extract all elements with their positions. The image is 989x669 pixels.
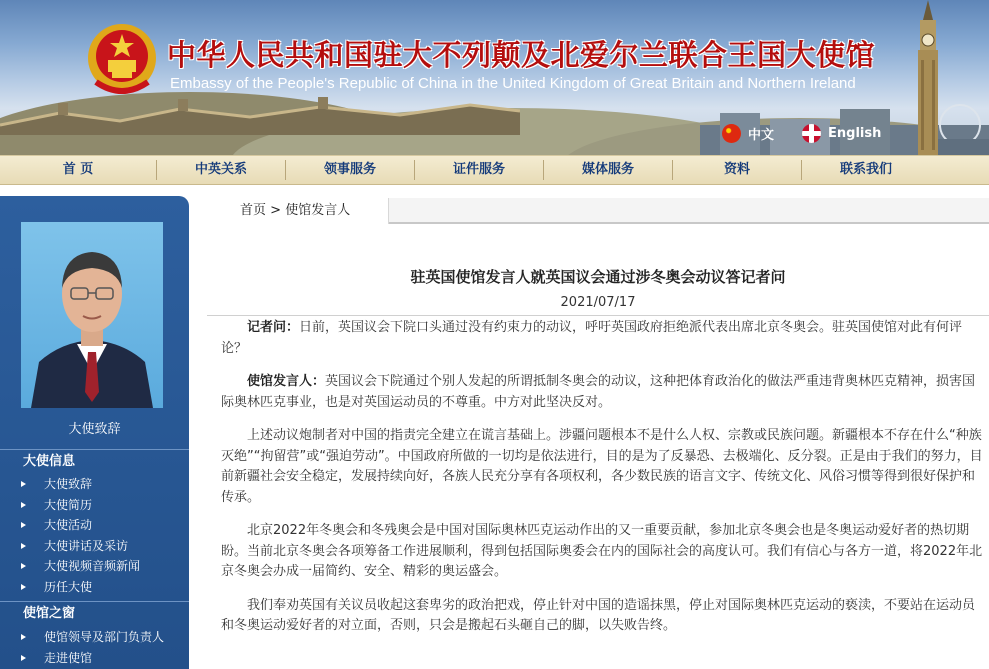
nav-item-home[interactable]: 首 页: [62, 162, 94, 177]
sidebar-item-embassy-leaders[interactable]: [0, 627, 189, 648]
nav-item-china-uk-relations[interactable]: 中英关系: [194, 162, 247, 177]
site-title-chinese: 中华人民共和国驻大不列颠及北爱尔兰联合王国大使馆: [167, 38, 876, 72]
national-emblem-icon: [86, 22, 158, 98]
triangle-right-icon: [21, 655, 26, 661]
sidebar-item-label: 大使讲话及采访: [44, 538, 129, 553]
sidebar-item-label: 走进使馆: [44, 650, 93, 665]
sidebar-list-embassy: [0, 627, 189, 668]
sidebar-item-inside-embassy[interactable]: [0, 648, 189, 669]
sidebar-item-label: 大使致辞: [44, 477, 93, 491]
great-wall-illustration: [0, 95, 520, 135]
breadcrumb-tab: [207, 198, 389, 224]
sidebar-section-ambassador-info: 大使信息: [0, 449, 189, 473]
sidebar-item-label: 大使简历: [44, 497, 93, 512]
nav-item-consular-services[interactable]: 领事服务: [323, 162, 376, 177]
header-banner: [0, 0, 989, 155]
nav-item-contact-us[interactable]: 联系我们: [839, 162, 892, 177]
sidebar-item-label: 大使活动: [44, 518, 93, 533]
language-label-english[interactable]: English: [828, 126, 882, 141]
site-title-english: Embassy of the People's Republic of China in the United Kingdom of Great Britain and Northern Ireland: [170, 75, 856, 92]
article-body: [221, 318, 983, 650]
nav-item-resources[interactable]: 资料: [723, 162, 750, 177]
sidebar-item-video-audio-news[interactable]: [0, 556, 189, 577]
language-switch-chinese[interactable]: [722, 124, 774, 143]
sidebar-item-label: 大使视频音频新闻: [44, 559, 141, 574]
divider: [207, 315, 989, 316]
question-label: 记者问：: [247, 320, 300, 335]
sidebar-item-speeches-interviews[interactable]: [0, 536, 189, 557]
breadcrumb-link-home[interactable]: 首页: [240, 203, 267, 218]
ambassador-caption[interactable]: 大使致辞: [68, 422, 121, 437]
article-paragraph: [221, 372, 983, 413]
question-text: 日前，英国议会下院口头通过没有约束力的动议，呼吁英国政府拒绝派代表出席北京冬奥会。驻英国使馆对此有何评论？: [221, 320, 963, 356]
article-paragraph: 北京2022年冬奥会和冬残奥会是中国对国际奥林匹克运动作出的又一重要贡献，参加北京冬奥会也是冬奥运动爱好者的热切期盼。当前北京冬奥会各项筹备工作进展顺利，得到包括国际奥委会在内的国际社会的高度认可。我们有信心与各方一道，将2022年北京冬奥会办成一届简约、安全、精彩的奥运盛会。: [221, 523, 983, 579]
nav-item-media-services[interactable]: 媒体服务: [581, 162, 634, 177]
triangle-right-icon: [21, 481, 26, 487]
answer-label: 使馆发言人：: [247, 374, 326, 389]
article-title: 驻英国使馆发言人就英国议会通过涉冬奥会动议答记者问: [410, 268, 786, 286]
sidebar-item-ambassador-speech[interactable]: [0, 474, 189, 495]
triangle-right-icon: [21, 584, 26, 590]
language-switch-english[interactable]: [802, 124, 881, 143]
big-ben-illustration: [905, 0, 951, 155]
sidebar-list-ambassador: [0, 474, 189, 598]
answer-text: 英国议会下院通过个别人发起的所谓抵制冬奥会的动议，这种把体育政治化的做法严重违背奥林匹克精神，损害国际奥林匹克事业，也是对英国运动员的不尊重。中方对此坚决反对。: [221, 374, 976, 410]
sidebar-item-label: 使馆领导及部门负责人: [44, 630, 165, 644]
sidebar-item-label: 历任大使: [44, 579, 93, 594]
triangle-right-icon: [21, 502, 26, 508]
language-label-chinese[interactable]: 中文: [748, 128, 775, 143]
breadcrumb: [207, 198, 989, 224]
nav-item-document-services[interactable]: 证件服务: [452, 162, 505, 177]
uk-flag-icon: [802, 124, 821, 143]
triangle-right-icon: [21, 634, 26, 640]
main-navigation: [0, 155, 989, 185]
article-paragraph: 我们奉劝英国有关议员收起这套卑劣的政治把戏，停止针对中国的造谣抹黑，停止对国际奥林匹克运动的亵渎，不要站在运动员和冬奥运动爱好者的对立面，否则，只会是搬起石头砸自己的脚，以失败告终。: [221, 597, 976, 633]
breadcrumb-separator: >: [266, 203, 286, 218]
article-paragraph: [221, 318, 983, 359]
china-flag-icon: [722, 124, 741, 143]
ambassador-portrait-illustration: [21, 222, 163, 408]
sidebar-item-ambassador-resume[interactable]: [0, 495, 189, 516]
article-paragraph: 上述动议炮制者对中国的指责完全建立在谎言基础上。涉疆问题根本不是什么人权、宗教或民族问题。新疆根本不存在什么“种族灭绝”“拘留营”或“强迫劳动”。中国政府所做的一切均是依法进行，目的是为了反暴恐、去极端化、反分裂。正是由于我们的努力，目前新疆社会安全稳定，发展持续向好，各族人民充分享有各项权利，各少数民族的语言文字、传统文化、风俗习惯等得到很好保护和传承。: [221, 428, 983, 505]
triangle-right-icon: [21, 563, 26, 569]
triangle-right-icon: [21, 522, 26, 528]
sidebar-item-former-ambassadors[interactable]: [0, 577, 189, 598]
triangle-right-icon: [21, 543, 26, 549]
sidebar-section-embassy-window: 使馆之窗: [0, 601, 189, 625]
ambassador-photo[interactable]: [21, 222, 163, 408]
breadcrumb-link-spokesperson[interactable]: 使馆发言人: [285, 203, 351, 218]
article-date: 2021/07/17: [560, 295, 636, 310]
sidebar-item-ambassador-activities[interactable]: [0, 515, 189, 536]
sidebar: [0, 196, 189, 669]
